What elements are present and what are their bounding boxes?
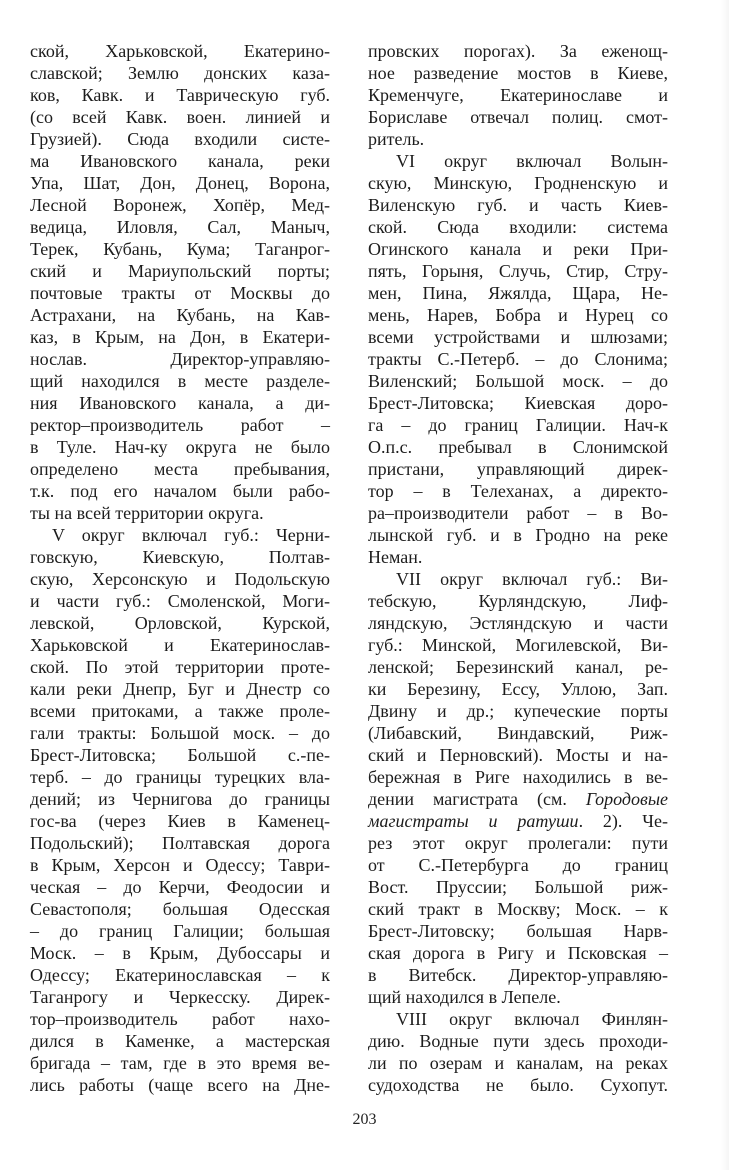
text-line: в Крым, Херсон и Одессу; Таври- xyxy=(30,855,330,875)
text-line: пристани, управляющий дирек- xyxy=(368,459,668,479)
paragraph-start-line: VII округ включал губ.: Ви- xyxy=(396,569,668,589)
text-line: гос-ва (через Киев в Каменец- xyxy=(30,811,330,831)
left-column xyxy=(30,40,330,1096)
text-line: Брест-Литовска; Большой с.-пе- xyxy=(30,745,330,765)
paragraph-start-line: VIII округ включал Финлян- xyxy=(396,1009,668,1029)
text-line: ский тракт в Москву; Моск. – к xyxy=(368,899,668,919)
text-line: нослав. Директор-управляю- xyxy=(30,349,330,369)
text-line: судоходства не было. Сухопут. xyxy=(368,1075,668,1095)
text-line: ков, Кавк. и Таврическую губ. xyxy=(30,85,330,105)
text-line: бригада – там, где в это время ве- xyxy=(30,1053,330,1073)
text-line: в Витебск. Директор-управляю- xyxy=(368,965,668,985)
text-line: и части губ.: Смоленской, Моги- xyxy=(30,591,330,611)
text-line: скую, Херсонскую и Подольскую xyxy=(30,569,330,589)
text-line: Грузией). Сюда входили систе- xyxy=(30,129,330,149)
text-line: (Либавский, Виндавский, Риж- xyxy=(368,723,668,743)
text-line: ния Ивановского канала, а ди- xyxy=(30,393,330,413)
text-line: ческая – до Керчи, Феодосии и xyxy=(30,877,330,897)
text-line: Виленский; Большой моск. – до xyxy=(368,371,668,391)
text-line: Неман. xyxy=(368,547,423,567)
text-line: Вост. Пруссии; Большой риж- xyxy=(368,877,668,897)
text-line: рез этот округ пролегали: пути xyxy=(368,833,668,853)
text-line: Брест-Литовска; Киевская доро- xyxy=(368,393,668,413)
text-line: ская дорога в Ригу и Псковская – xyxy=(368,943,668,963)
text-line: (со всей Кавк. воен. линией и xyxy=(30,107,330,127)
text-line: Кременчуге, Екатеринославе и xyxy=(368,85,668,105)
text-line: Севастополя; большая Одесская xyxy=(30,899,330,919)
text-line: говскую, Киевскую, Полтав- xyxy=(30,547,330,567)
text-line: бережная в Риге находились в ве- xyxy=(368,767,668,787)
text-line: тор – в Телеханах, а директо- xyxy=(368,481,668,501)
text-line: дился в Каменке, а мастерская xyxy=(30,1031,330,1051)
text-line: ской. По этой территории проте- xyxy=(30,657,330,677)
text-line: пять, Горыня, Случь, Стир, Стру- xyxy=(368,261,668,281)
text-line: ской, Харьковской, Екатерино- xyxy=(30,41,330,61)
text-line: ский и Мариупольский порты; xyxy=(30,261,330,281)
text-line: ляндскую, Эстляндскую и части xyxy=(368,613,668,633)
text-line: Подольский); Полтавская дорога xyxy=(30,833,330,853)
text-line: Брест-Литовску; большая Нарв- xyxy=(368,921,668,941)
page-edge-shadow xyxy=(721,0,729,1170)
text-line: тебскую, Курляндскую, Лиф- xyxy=(368,591,668,611)
text-line: Моск. – в Крым, Дубоссары и xyxy=(30,943,330,963)
text-line: терб. – до границы турецких вла- xyxy=(30,767,330,787)
text-line: Астрахани, на Кубань, на Кав- xyxy=(30,305,330,325)
text-line: Огинского канала и реки При- xyxy=(368,239,668,259)
text-line: ский и Перновский). Мосты и на- xyxy=(368,745,668,765)
text-line: ритель. xyxy=(368,129,425,149)
text-fragment: дении магистрата (см. xyxy=(368,789,586,809)
text-line: щий находился в Лепеле. xyxy=(368,987,561,1007)
text-line: Бориславе отвечал полиц. смот- xyxy=(368,107,668,127)
text-line: дию. Водные пути здесь проходи- xyxy=(368,1031,668,1051)
text-line: славской; Землю донских каза- xyxy=(30,63,330,83)
text-line: мен, Пина, Яжялда, Щара, Не- xyxy=(368,283,668,303)
text-line: Одессу; Екатеринославская – к xyxy=(30,965,330,985)
text-line: О.п.с. пребывал в Слонимской xyxy=(368,437,668,457)
text-line-with-italic xyxy=(368,788,668,810)
text-line: ма Ивановского канала, реки xyxy=(30,151,330,171)
text-line: тор–производитель работ нахо- xyxy=(30,1009,330,1029)
text-line: ли по озерам и каналам, на реках xyxy=(368,1053,668,1073)
text-line: левской, Орловской, Курской, xyxy=(30,613,330,633)
text-line: дений; из Чернигова до границы xyxy=(30,789,330,809)
text-line: Терек, Кубань, Кума; Таганрог- xyxy=(30,239,330,259)
text-line: провских порогах). За еженощ- xyxy=(368,41,668,61)
text-line: Харьковской и Екатеринослав- xyxy=(30,635,330,655)
paragraph-start-line: V округ включал губ.: Черни- xyxy=(52,525,330,545)
text-line: лись работы (чаще всего на Дне- xyxy=(30,1075,330,1095)
text-line: губ.: Минской, Могилевской, Ви- xyxy=(368,635,668,655)
text-line: ректор–производитель работ – xyxy=(30,415,330,435)
italic-reference: магистраты и ратуши xyxy=(368,811,579,831)
italic-reference: Городовые xyxy=(585,789,668,809)
text-line: – до границ Галиции; большая xyxy=(30,921,330,941)
right-column xyxy=(368,40,668,1096)
text-line: мень, Нарев, Бобра и Нурец со xyxy=(368,305,668,325)
page-number: 203 xyxy=(352,1111,377,1128)
text-line: га – до границ Галиции. Нач-к xyxy=(368,415,668,435)
text-line: лынской губ. и в Гродно на реке xyxy=(368,525,668,545)
text-line: ное разведение мостов в Киеве, xyxy=(368,63,668,83)
text-line: Лесной Воронеж, Хопёр, Мед- xyxy=(30,195,330,215)
text-line: ведица, Иловля, Сал, Маныч, xyxy=(30,217,330,237)
text-line: Таганрогу и Черкесску. Дирек- xyxy=(30,987,330,1007)
text-line: ленской; Березинский канал, ре- xyxy=(368,657,668,677)
text-line: щий находился в месте разделе- xyxy=(30,371,330,391)
text-line: тракты С.-Петерб. – до Слонима; xyxy=(368,349,668,369)
text-line: гали тракты: Большой моск. – до xyxy=(30,723,330,743)
text-line: скую, Минскую, Гродненскую и xyxy=(368,173,668,193)
text-line-with-italic xyxy=(368,810,668,832)
text-line: ки Березину, Ессу, Уллою, Зап. xyxy=(368,679,668,699)
text-line: ты на всей территории округа. xyxy=(30,503,264,523)
text-line: Двину и др.; купеческие порты xyxy=(368,701,668,721)
text-line: Виленскую губ. и часть Киев- xyxy=(368,195,668,215)
text-fragment: . 2). Че- xyxy=(578,811,668,831)
paragraph-start-line: VI округ включал Волын- xyxy=(396,151,668,171)
text-line: от С.-Петербурга до границ xyxy=(368,855,668,875)
text-line: всеми устройствами и шлюзами; xyxy=(368,327,668,347)
text-line: всеми притоками, а также проле- xyxy=(30,701,330,721)
text-line: ра–производители работ – в Во- xyxy=(368,503,668,523)
text-line: Упа, Шат, Дон, Донец, Ворона, xyxy=(30,173,330,193)
text-line: т.к. под его началом были рабо- xyxy=(30,481,330,501)
text-line: каз, в Крым, на Дон, в Екатери- xyxy=(30,327,330,347)
text-line: ской. Сюда входили: система xyxy=(368,217,668,237)
text-line: кали реки Днепр, Буг и Днестр со xyxy=(30,679,330,699)
text-line: в Туле. Нач-ку округа не было xyxy=(30,437,330,457)
text-line: определено места пребывания, xyxy=(30,459,330,479)
text-line: почтовые тракты от Москвы до xyxy=(30,283,330,303)
